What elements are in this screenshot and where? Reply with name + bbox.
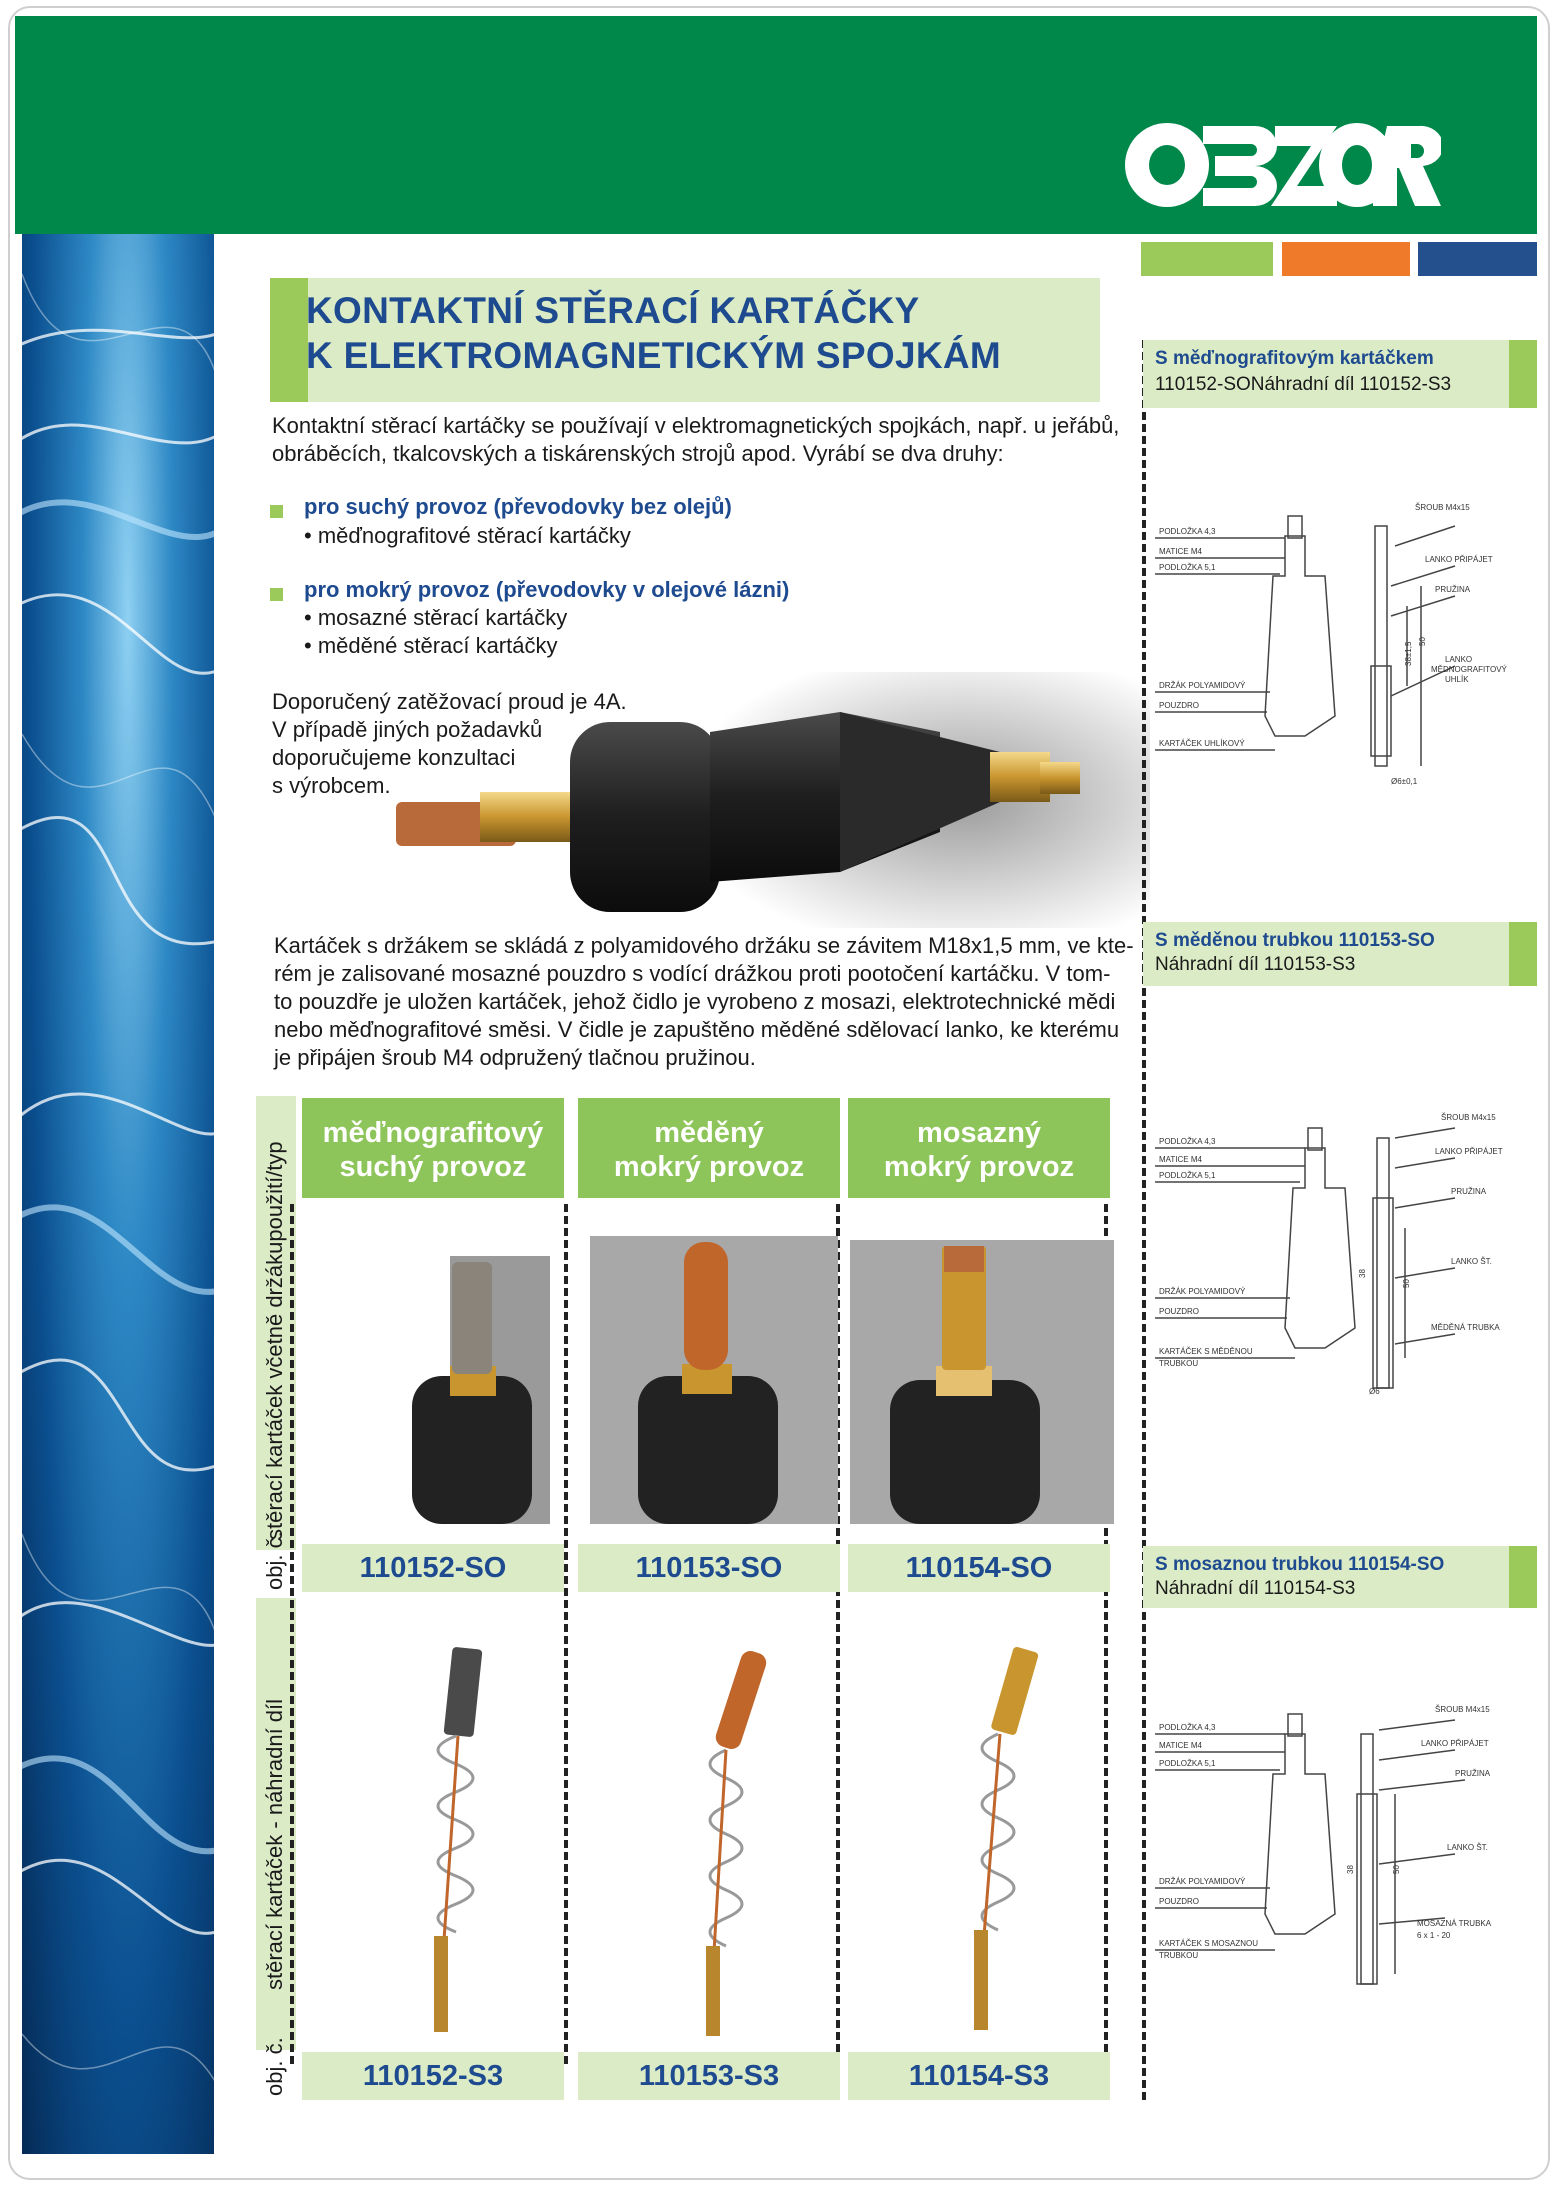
recommend-line: doporučujeme konzultaci [272,745,516,770]
drawing-label: PRUŽINA [1451,1187,1487,1196]
side-sub-2: Náhradní díl 110153-S3 [1155,954,1356,975]
code-holder-brass: 110154-SO [848,1544,1110,1592]
drawing-dimension: 50 [1418,637,1427,646]
recommend-line: s výrobcem. [272,773,391,798]
type-item: • mosazné stěrací kartáčky [304,605,568,630]
drawing-label: MATICE M4 [1159,1155,1202,1164]
orange-bar [1282,242,1410,276]
code-spare-brass: 110154-S3 [848,2052,1110,2100]
header-band [15,16,1537,234]
title-line-1: KONTAKTNÍ STĚRACÍ KARTÁČKY [306,290,920,331]
side-title-1: S měďnografitovým kartáčkem [1155,348,1434,369]
vertical-label-obj: obj. č. [262,2037,287,2096]
drawing-label: MATICE M4 [1159,547,1202,556]
vertical-label-holder: stěrací kartáček včetně držákupoužití/typ [262,1141,287,1540]
drawing-label: MĚDNOGRAFITOVÝ [1431,665,1507,674]
recommend-line: Doporučený zatěžovací proud je 4A. [272,689,627,714]
drawing-label: MOSAZNÁ TRUBKA [1417,1919,1492,1928]
description-line: Kartáček s držákem se skládá z polyamidového držáku se závitem M18x1,5 mm, ve kte- [274,933,1134,958]
bullet-square [270,505,283,518]
drawing-dimension: Ø6 [1369,1387,1380,1396]
spare-photo-graphite [400,1640,520,2040]
drawing-label: POUZDRO [1159,701,1199,710]
drawing-label: 6 x 1 - 20 [1417,1931,1451,1940]
intro-line-1: Kontaktní stěrací kartáčky se používají v elektromagnetických spojkách, např. u jeřábů, [272,413,1120,438]
drawing-label: POUZDRO [1159,1307,1199,1316]
drawing-label: PODLOŽKA 5,1 [1159,1171,1216,1180]
code-holder-copper: 110153-SO [578,1544,840,1592]
drawing-label: PODLOŽKA 4,3 [1159,1723,1216,1732]
dashed-divider [1142,340,1146,2100]
holder-photo-brass [850,1240,1114,1524]
holder-photo-graphite [370,1256,550,1524]
drawing-label: PODLOŽKA 4,3 [1159,1137,1216,1146]
drawing-label: KARTÁČEK UHLÍKOVÝ [1159,739,1245,748]
drawing-dimension: 38 [1358,1269,1367,1278]
type-heading-dry: pro suchý provoz (převodovky bez olejů) [304,494,732,519]
drawing-label: POUZDRO [1159,1897,1199,1906]
drawing-label: DRŽÁK POLYAMIDOVÝ [1159,681,1246,690]
drawing-label: TRUBKOU [1159,1359,1199,1368]
drawing-label: DRŽÁK POLYAMIDOVÝ [1159,1287,1246,1296]
drawing-label: PRUŽINA [1435,585,1471,594]
description-line: to pouzdře je uložen kartáček, jehož čidlo je vyrobeno z mosazi, elektrotechnické mědi [274,989,1116,1014]
drawing-label: LANKO ŠT. [1451,1257,1492,1266]
drawing-label: LANKO PŘIPÁJET [1425,555,1493,564]
recommend-line: V případě jiných požadavků [272,717,543,742]
side-title-2: S měděnou trubkou 110153-SO [1155,930,1435,951]
drawing-label: UHLÍK [1445,675,1469,684]
obzor-logo [1125,122,1441,208]
drawing-label: ŠROUB M4x15 [1441,1113,1496,1122]
drawing-dimension: 50 [1402,1279,1411,1288]
drawing-label: LANKO ŠT. [1447,1843,1488,1852]
drawing-label: LANKO PŘIPÁJET [1435,1147,1503,1156]
light-streak-panel [22,234,214,2154]
vertical-label-obj: obj. č. [262,1531,287,1590]
bullet-square [270,588,283,601]
holder-photo-copper [580,1236,838,1524]
code-spare-copper: 110153-S3 [578,2052,840,2100]
spare-photo-copper [680,1640,790,2040]
page-title [306,288,1001,378]
type-item: • měďnografitové stěrací kartáčky [304,523,631,548]
drawing-label: MATICE M4 [1159,1741,1202,1750]
column-header-copper: měděný mokrý provoz [578,1098,840,1198]
drawing-dimension: 38 [1346,1865,1355,1874]
technical-drawing-1 [1155,496,1525,796]
code-holder-graphite: 110152-SO [302,1544,564,1592]
drawing-label: PRUŽINA [1455,1769,1491,1778]
drawing-label: PODLOŽKA 5,1 [1159,1759,1216,1768]
type-heading-wet: pro mokrý provoz (převodovky v olejové lázni) [304,577,790,602]
drawing-label: KARTÁČEK S MĚDĚNOU [1159,1347,1253,1356]
technical-drawing-3 [1155,1694,1525,2004]
drawing-label: LANKO [1445,655,1473,664]
type-item: • měděné stěrací kartáčky [304,633,558,658]
technical-drawing-2 [1155,1108,1525,1408]
drawing-dimension: Ø6±0,1 [1391,777,1418,786]
drawing-dimension: 50 [1392,1865,1401,1874]
side-sub-3: Náhradní díl 110154-S3 [1155,1578,1356,1599]
description-line: rém je zalisované mosazné pouzdro s vodící drážkou proti pootočení kartáčku. V tom- [274,961,1111,986]
description-line: nebo měďnografitové směsi. V čidle je zapuštěno měděné sdělovací lanko, ke kterému [274,1017,1120,1042]
dashed-divider [564,1204,568,2064]
code-spare-graphite: 110152-S3 [302,2052,564,2100]
drawing-label: MĚDĚNÁ TRUBKA [1431,1323,1500,1332]
green-bar [1141,242,1273,276]
drawing-label: PODLOŽKA 4,3 [1159,527,1216,536]
column-header-brass: mosazný mokrý provoz [848,1098,1110,1198]
drawing-label: ŠROUB M4x15 [1435,1705,1490,1714]
side-title-3: S mosaznou trubkou 110154-SO [1155,1554,1445,1575]
title-line-2: K ELEKTROMAGNETICKÝM SPOJKÁM [306,335,1001,376]
description-line: je připájen šroub M4 odpružený tlačnou pružinou. [274,1045,756,1070]
drawing-label: KARTÁČEK S MOSAZNOU [1159,1939,1258,1948]
intro-line-2: obráběcích, tkalcovských a tiskárenských strojů apod. Vyrábí se dva druhy: [272,441,1004,466]
spare-photo-brass [950,1640,1060,2040]
dashed-divider [290,1204,294,2064]
drawing-label: LANKO PŘIPÁJET [1421,1739,1489,1748]
side-sub-1: 110152-SONáhradní díl 110152-S3 [1155,374,1452,395]
column-header-graphite: měďnografitový suchý provoz [302,1098,564,1198]
drawing-label: DRŽÁK POLYAMIDOVÝ [1159,1877,1246,1886]
vertical-label-spare: stěrací kartáček - náhradní díl [262,1698,287,1990]
drawing-dimension: 38±1,5 [1404,641,1413,666]
brush-holder-photo [380,672,1150,928]
drawing-label: PODLOŽKA 5,1 [1159,563,1216,572]
navy-bar [1418,242,1537,276]
drawing-label: TRUBKOU [1159,1951,1199,1960]
drawing-label: ŠROUB M4x15 [1415,503,1470,512]
